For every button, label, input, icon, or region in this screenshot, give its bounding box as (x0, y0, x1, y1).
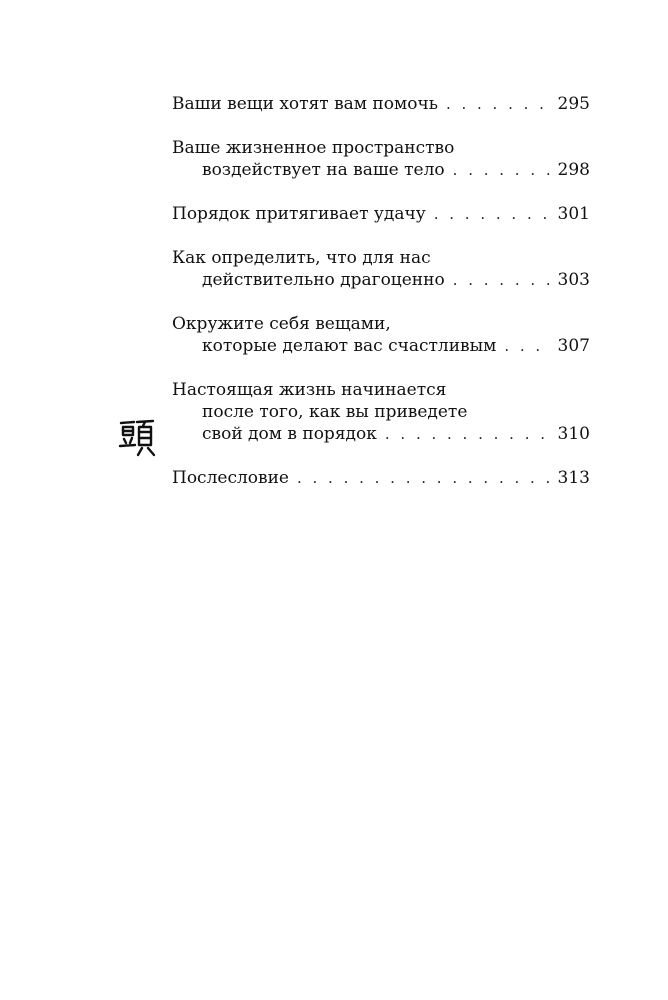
toc-entry[interactable] (172, 93, 590, 115)
table-of-contents (172, 93, 590, 511)
toc-entry-title-continuation: после того, как вы приведете (202, 402, 468, 422)
dot-leader (385, 423, 550, 445)
dot-leader (434, 203, 550, 225)
toc-entry[interactable] (172, 313, 590, 357)
brush-kanji-icon (118, 418, 156, 458)
toc-entry[interactable] (172, 203, 590, 225)
toc-page-number: 307 (557, 336, 590, 356)
toc-entry-title-continuation: свой дом в порядок (202, 424, 377, 444)
toc-line (172, 401, 590, 423)
dot-leader (446, 93, 550, 115)
toc-page-number: 295 (557, 94, 590, 114)
toc-entry-title: Порядок притягивает удачу (172, 204, 426, 224)
toc-entry[interactable] (172, 467, 590, 489)
toc-line (172, 247, 590, 269)
toc-entry-title: Как определить, что для нас (172, 248, 431, 268)
toc-entry[interactable] (172, 137, 590, 181)
toc-line (172, 313, 590, 335)
toc-entry-title: Окружите себя вещами, (172, 314, 391, 334)
toc-entry-title: Ваше жизненное пространство (172, 138, 455, 158)
toc-entry[interactable] (172, 379, 590, 445)
dot-leader (453, 159, 550, 181)
toc-line (172, 93, 590, 115)
toc-entry[interactable] (172, 247, 590, 291)
toc-page-number: 310 (557, 424, 590, 444)
toc-line (172, 269, 590, 291)
toc-page-number: 301 (557, 204, 590, 224)
toc-line (172, 423, 590, 445)
toc-line (172, 137, 590, 159)
toc-line (172, 335, 590, 357)
toc-entry-title: Ваши вещи хотят вам помочь (172, 94, 438, 114)
toc-line (172, 467, 590, 489)
dot-leader (504, 335, 549, 357)
toc-line (172, 159, 590, 181)
toc-line (172, 203, 590, 225)
toc-line (172, 379, 590, 401)
dot-leader (453, 269, 550, 291)
toc-page-number: 298 (557, 160, 590, 180)
toc-entry-title: Настоящая жизнь начинается (172, 380, 447, 400)
toc-entry-title-continuation: которые делают вас счастливым (202, 336, 497, 356)
toc-page-number: 313 (557, 468, 590, 488)
toc-entry-title: Послесловие (172, 468, 289, 488)
toc-entry-title-continuation: воздействует на ваше тело (202, 160, 445, 180)
toc-entry-title-continuation: действительно драгоценно (202, 270, 445, 290)
dot-leader (297, 467, 550, 489)
toc-page-number: 303 (557, 270, 590, 290)
